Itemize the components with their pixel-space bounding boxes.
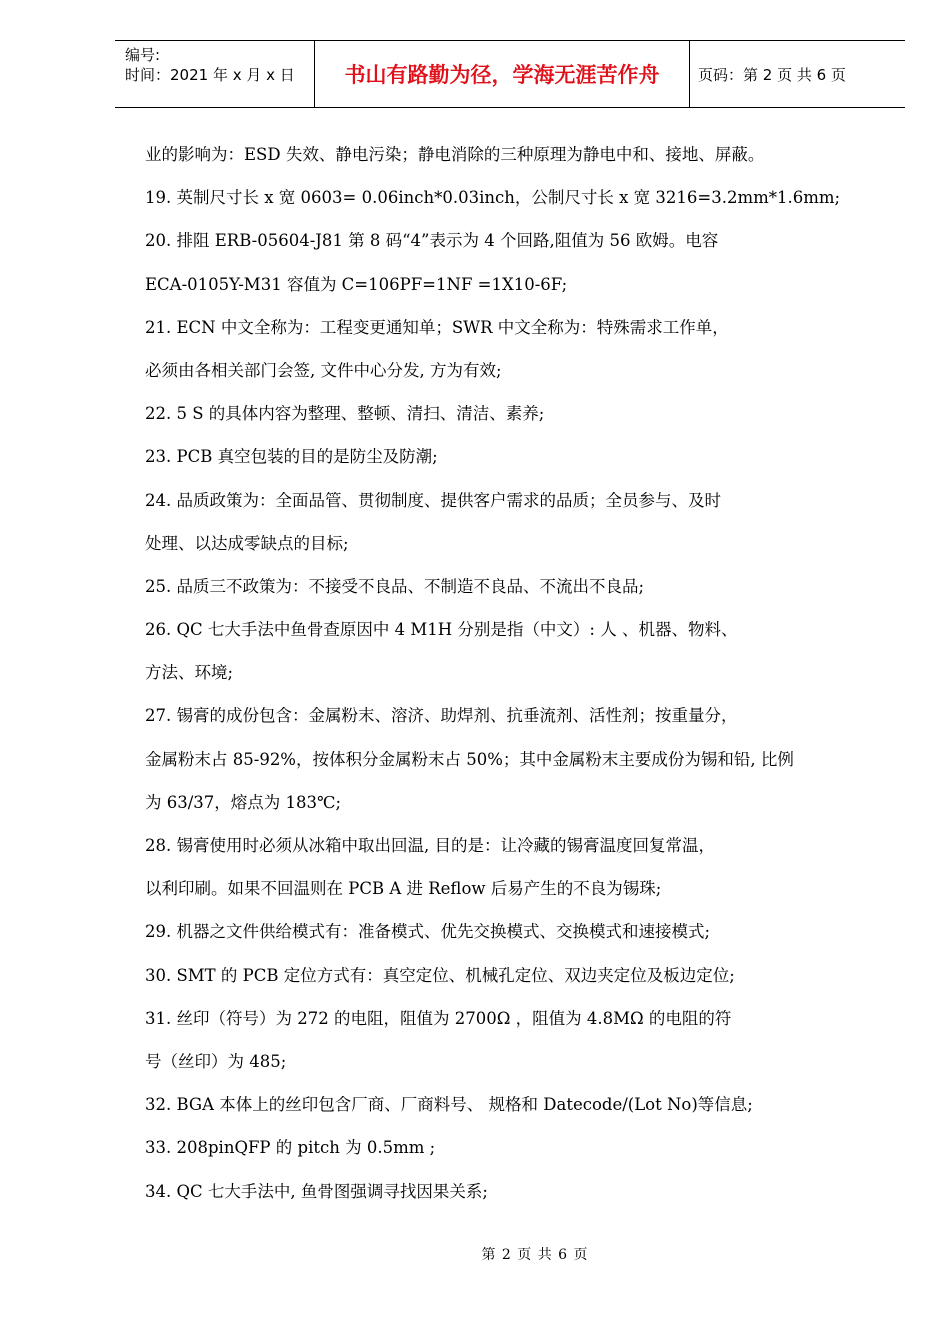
- body-line: 为 63/37，熔点为 183℃;: [145, 792, 342, 812]
- body-line: 24. 品质政策为：全面品管、贯彻制度、提供客户需求的品质；全员参与、及时: [145, 490, 721, 510]
- body-line: 30. SMT 的 PCB 定位方式有：真空定位、机械孔定位、双边夹定位及板边定位;: [145, 965, 735, 985]
- body-line: 22. 5 S 的具体内容为整理、整顿、清扫、清洁、素养;: [145, 404, 545, 424]
- body-line: 金属粉末占 85-92%，按体积分金属粉末占 50%；其中金属粉末主要成份为锡和铅, 比例: [145, 749, 794, 769]
- body-line: 19. 英制尺寸长 x 宽 0603= 0.06inch*0.03inch，公制尺寸长 x 宽 3216=3.2mm*1.6mm;: [145, 188, 841, 208]
- body-line: 25. 品质三不政策为：不接受不良品、不制造不良品、不流出不良品;: [145, 576, 645, 596]
- body-line: 34. QC 七大手法中, 鱼骨图强调寻找因果关系;: [145, 1181, 488, 1201]
- body-line: 处理、以达成零缺点的目标;: [145, 533, 349, 553]
- header-page-info: 页码：第 2 页 共 6 页: [698, 65, 846, 84]
- document-number-label: 编号:: [125, 46, 161, 64]
- body-line: 26. QC 七大手法中鱼骨查原因中 4 M1H 分别是指（中文）: 人 、机器、物料、: [145, 620, 738, 640]
- body-line: 28. 锡膏使用时必须从冰箱中取出回温, 目的是：让冷藏的锡膏温度回复常温，: [145, 836, 715, 855]
- body-line: 23. PCB 真空包装的目的是防尘及防潮;: [145, 447, 438, 467]
- body-line: 以利印刷。如果不回温则在 PCB A 进 Reflow 后易产生的不良为锡珠;: [145, 879, 662, 899]
- header-motto: 书山有路勤为径，学海无涯苦作舟: [315, 41, 690, 107]
- body-line: 21. ECN 中文全称为：工程变更通知单；SWR 中文全称为：特殊需求工作单，: [145, 317, 729, 337]
- page-header: [115, 40, 905, 108]
- body-line: 29. 机器之文件供给模式有：准备模式、优先交换模式、交换模式和速接模式;: [145, 922, 711, 942]
- header-meta: [115, 41, 315, 107]
- body-line: 必须由各相关部门会签, 文件中心分发, 方为有效;: [145, 360, 502, 380]
- body-line: 33. 208pinQFP 的 pitch 为 0.5mm ;: [145, 1138, 436, 1158]
- page-footer: 第 2 页 共 6 页: [481, 1247, 589, 1263]
- document-time-label: 时间：2021 年 x 月 x 日: [125, 66, 295, 84]
- body-line: 31. 丝印（符号）为 272 的电阻，阻值为 2700Ω ，阻值为 4.8MΩ 的电阻的符: [145, 1008, 732, 1028]
- body-line: 32. BGA 本体上的丝印包含厂商、厂商料号、 规格和 Datecode/(Lot No)等信息;: [145, 1095, 753, 1115]
- body-line: 方法、环境;: [145, 663, 234, 683]
- body-line: 20. 排阻 ERB-05604-J81 第 8 码“4”表示为 4 个回路,阻值为 56 欧姆。电容: [145, 231, 719, 251]
- body-line: ECA-0105Y-M31 容值为 C=106PF=1NF =1X10-6F;: [145, 274, 568, 294]
- body-line: 27. 锡膏的成份包含：金属粉末、溶济、助焊剂、抗垂流剂、活性剂；按重量分，: [145, 706, 738, 726]
- body-line: 号（丝印）为 485;: [145, 1051, 287, 1071]
- body-line: 业的影响为：ESD 失效、静电污染；静电消除的三种原理为静电中和、接地、屏蔽。: [145, 145, 765, 164]
- document-body: [145, 133, 905, 1213]
